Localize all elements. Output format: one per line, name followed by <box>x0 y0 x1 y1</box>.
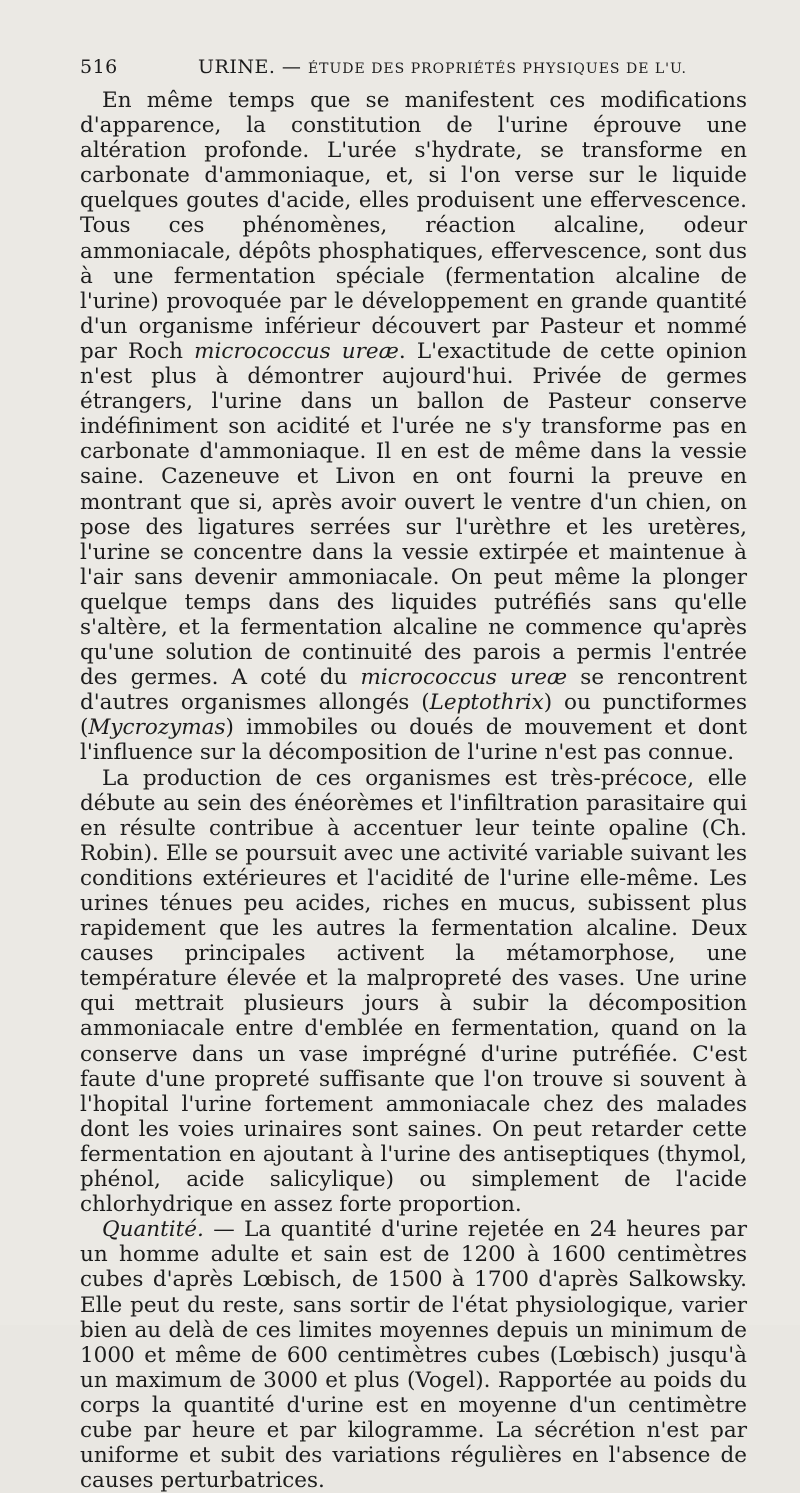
italic-text: micrococcus ureæ <box>194 338 399 364</box>
running-header <box>80 56 740 88</box>
italic-text: Mycrozymas <box>88 715 226 741</box>
running-title-main: URINE. <box>198 56 276 78</box>
running-title-sub: ÉTUDE DES PROPRIÉTÉS PHYSIQUES DE L'U. <box>307 61 687 77</box>
paragraph <box>80 1217 747 1493</box>
text-run: ) ou punctiformes ( <box>80 690 747 741</box>
italic-text: micrococcus ureæ <box>360 665 568 691</box>
text-run: se rencontrent d'autres organismes allongés ( <box>80 665 748 716</box>
italic-text: Leptothrix <box>429 690 544 716</box>
page-number: 516 <box>80 56 118 78</box>
text-run: ) immobiles ou doués de mouvement et dont l'influence sur la décomposition de l'urine n'est pas connue. <box>80 715 747 766</box>
italic-text: Quantité. <box>102 1217 204 1243</box>
paragraph <box>80 88 747 766</box>
running-title-separator: — <box>275 56 308 78</box>
paragraph <box>80 766 747 1218</box>
text-run: . L'exactitude de cette opinion n'est plus à démontrer aujourd'hui. Privée de germes étrangers, l'urine dans un ballon de Pasteur conserve indéfiniment son acidité et l'urée ne s'y transforme pas en carbonate d'ammoniaque. Il en est de même dans la vessie saine. Cazeneuve et Livon en ont fourni la preuve en montrant que si, après avoir ouvert le ventre d'un chien, on pose des ligatures serrées sur l'urèthre et les uretères, l'urine se concentre dans la vessie extirpée et maintenue à l'air sans devenir ammoniacale. On peut même la plonger quelque temps dans des liquides putréfiés sans qu'elle s'altère, et la fermentation alcaline ne commence qu'après qu'une solution de continuité des parois a permis l'entrée des germes. A coté du <box>80 338 747 691</box>
running-title <box>198 56 687 78</box>
body-text <box>80 88 747 1493</box>
text-run: La production de ces organismes est très-précoce, elle débute au sein des énéorèmes et l'infiltration parasitaire qui en résulte contribue à accentuer leur teinte opaline (Ch. Robin). Elle se poursuit avec une activité variable suivant les conditions extérieures et l'acidité de l'urine elle-même. Les urines ténues peu acides, riches en mucus, subissent plus rapidement que les autres la fermentation alcaline. Deux causes principales activent la métamorphose, une température élevée et la malpropreté des vases. Une urine qui mettrait plusieurs jours à subir la décomposition ammoniacale entre d'emblée en fermentation, quand on la conserve dans un vase imprégné d'urine putréfiée. C'est faute d'une propreté suffisante que l'on trouve si souvent à l'hopital l'urine fortement ammoniacale chez des malades dont les voies urinaires sont saines. On peut retarder cette fermentation en ajoutant à l'urine des antiseptiques (thymol, phénol, acide salicylique) ou simplement de l'acide chlorhydrique en assez forte proportion. <box>80 765 747 1218</box>
text-run: En même temps que se manifestent ces modifications d'apparence, la constitution de l'urine éprouve une altération profonde. L'urée s'hydrate, se transforme en carbonate d'ammoniaque, et, si l'on verse sur le liquide quelques goutes d'acide, elles produisent une effervescence. Tous ces phénomènes, réaction alcaline, odeur ammoniacale, dépôts phosphatiques, effervescence, sont dus à une fermentation spéciale (fermentation alcaline de l'urine) provoquée par le développement en grande quantité d'un organisme inférieur découvert par Pasteur et nommé par Roch <box>80 88 747 364</box>
text-run: — La quantité d'urine rejetée en 24 heures par un homme adulte et sain est de 1200 à 1600 centimètres cubes d'après Lœbisch, de 1500 à 1700 d'après Salkowsky. Elle peut du reste, sans sortir de l'état physiologique, varier bien au delà de ces limites moyennes depuis un minimum de 1000 et même de 600 centimètres cubes (Lœbisch) jusqu'à un maximum de 3000 et plus (Vogel). Rapportée au poids du corps la quantité d'urine est en moyenne d'un centimètre cube par heure et par kilogramme. La sécrétion n'est par uniforme et subit des variations régulières en l'absence de causes perturbatrices. <box>80 1217 747 1493</box>
